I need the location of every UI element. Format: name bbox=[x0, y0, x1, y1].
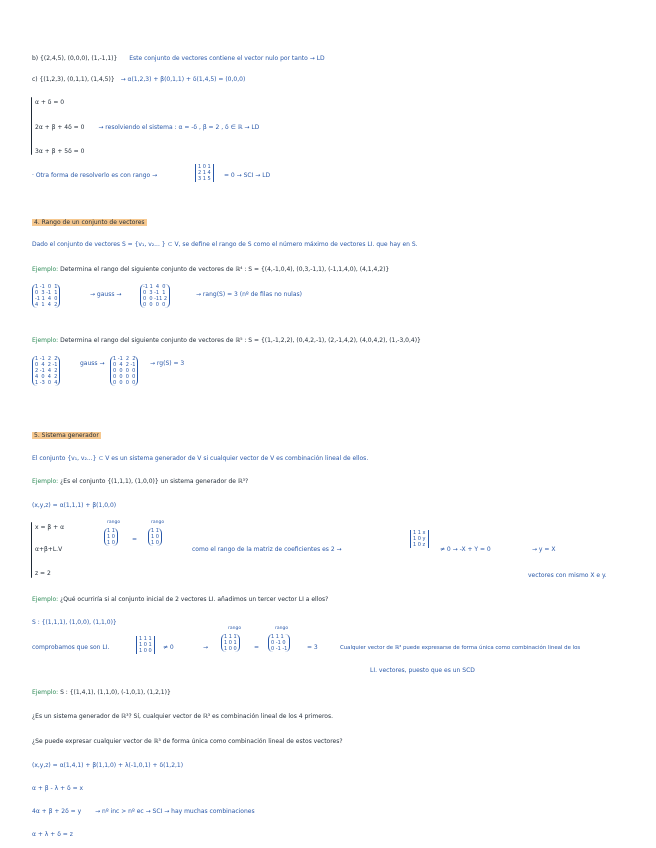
section-5-definition: El conjunto {v₁, v₂...} ⊂ V es un sistema generador de V si cualquier vector de V es combinación lineal de ellos. bbox=[32, 455, 369, 462]
equals-sign-1: = bbox=[132, 536, 138, 543]
example-2 bbox=[32, 337, 421, 345]
como-text: como el rango de la matriz de coeficientes es 2 → bbox=[192, 546, 342, 553]
fraction-result: → y = X bbox=[532, 546, 556, 553]
gauss-arrow-2: gauss → bbox=[80, 360, 105, 367]
comprobamos-text: comprobamos que son LI. bbox=[32, 644, 110, 651]
rank-result-1: → rang(S) = 3 (nº de filas no nulas) bbox=[196, 291, 302, 298]
equation-2 bbox=[32, 808, 255, 816]
example-5-text: S : {(1,4,1), (1,1,0), (-1,0,1), (1,2,1)} bbox=[60, 689, 171, 696]
system-2-eq-2: α+β+L.V bbox=[35, 546, 63, 553]
system-2-eq-3: z = 2 bbox=[35, 570, 51, 577]
equation-2-conclusion: → nº inc > nº ec → SCI → hay muchas combinaciones bbox=[95, 808, 255, 815]
line-b-conclusion: Este conjunto de vectores contiene el vector nulo por tanto → LD bbox=[129, 55, 325, 62]
matrix-2: 1 -1 2 2 0 4 2 -1 2 -1 4 2 4 0 4 2 1 -3 0 4 bbox=[32, 356, 60, 386]
equals-three: = 3 bbox=[307, 644, 318, 651]
determinant-3: 1 1 1 1 0 1 1 0 0 bbox=[136, 636, 155, 654]
otra-forma-result: = 0 → SCI → LD bbox=[224, 172, 271, 179]
example-3-text: ¿Es el conjunto {(1,1,1), (1,0,0)} un sistema generador de ℝ³? bbox=[60, 478, 249, 485]
coef-matrix-reduced: 1 1 1 0 1 0 bbox=[148, 528, 162, 546]
determinant-1: 1 0 1 2 1 4 3 1 5 bbox=[195, 164, 214, 182]
system-2-eq-1: x = β + α bbox=[35, 524, 65, 531]
system-resolution: → resolviendo el sistema : α = -δ , β = 2 , δ ∈ ℝ → LD bbox=[98, 124, 260, 131]
example-1 bbox=[32, 266, 389, 274]
system-eq-3: 3α + β + 5δ = 0 bbox=[35, 148, 85, 155]
system-eq-2 bbox=[35, 124, 259, 132]
system-eq-2-text: 2α + β + 4δ = 0 bbox=[35, 124, 85, 131]
neq-zero: ≠ 0 bbox=[163, 644, 174, 651]
cualquier-text-2: LI. vectores, puesto que es un SCD bbox=[370, 667, 475, 674]
rank-result-2: → rg(S) = 3 bbox=[150, 360, 185, 367]
line-b bbox=[32, 55, 325, 63]
example-2-text: Determina el rango del siguiente conjunto de vectores de ℝ⁵ : S = {(1,-1,2,2), (0,4,2,-1), (2,-1,4,2), (4,0,4,2), (1,-3,0,4)} bbox=[60, 337, 421, 344]
example-4 bbox=[32, 596, 328, 604]
equation-2-text: 4α + β + 2δ = y bbox=[32, 808, 82, 815]
line-b-set: b) {(2,4,5), (0,0,0), (1,-1,1)} bbox=[32, 55, 118, 62]
example-3 bbox=[32, 478, 248, 486]
arrow-3: → bbox=[203, 644, 209, 651]
example-2-label: Ejemplo: bbox=[32, 337, 59, 344]
system-eq-1: α + δ = 0 bbox=[35, 99, 65, 106]
section-4-title bbox=[32, 219, 147, 227]
matrix-2-gauss: 1 -1 2 2 0 4 2 -1 0 0 0 0 0 0 0 0 0 0 0 0 bbox=[110, 356, 138, 386]
equation-3: α + λ + δ = z bbox=[32, 831, 73, 838]
coef-matrix: 1 1 1 0 1 0 bbox=[104, 528, 118, 546]
example-4-text: ¿Qué ocurriría si al conjunto inicial de 2 vectores LI. añadimos un tercer vector LI a ellos? bbox=[60, 596, 329, 603]
example-3-label: Ejemplo: bbox=[32, 478, 59, 485]
line-c-set: c) {(1,2,3), (0,1,1), (1,4,5)} bbox=[32, 76, 115, 83]
rango-label-3: rango bbox=[228, 626, 242, 631]
vectors-same-xy: vectores con mismo X e y. bbox=[528, 572, 607, 579]
system-2-brace bbox=[31, 522, 32, 578]
matrix-1-gauss: -1 1 4 0 0 3 -1 1 0 0 -11 2 0 0 0 0 bbox=[140, 284, 170, 308]
section-5-highlight: 5. Sistema generador bbox=[34, 432, 99, 439]
section-5-title bbox=[32, 432, 101, 440]
system-brace bbox=[31, 97, 32, 155]
matrix-3-reduced: 1 1 1 0 -1 0 0 -1 -1 bbox=[268, 634, 290, 652]
neq-result: ≠ 0 → -X + Y = 0 bbox=[440, 546, 491, 553]
determinant-2: 1 1 x 1 0 y 1 0 z bbox=[410, 530, 429, 548]
example-1-text: Determina el rango del siguiente conjunto de vectores de ℝ⁴ : S = {(4,-1,0,4), (0,3,-1,1), (-1,1,4,0), (4,1,4,2)} bbox=[60, 266, 390, 273]
gauss-arrow-1: → gauss → bbox=[90, 291, 122, 298]
section-4-highlight: 4. Rango de un conjunto de vectores bbox=[34, 219, 145, 226]
question-2: ¿Se puede expresar cualquier vector de ℝ³ de forma única como combinación lineal de estos vectores? bbox=[32, 738, 343, 745]
cualquier-text: Cualquier vector de ℝ³ puede expresarse de forma única como combinación lineal de los bbox=[340, 645, 581, 651]
example-5 bbox=[32, 689, 171, 697]
section-4-definition: Dado el conjunto de vectores S = {v₁, v₂... } ⊂ V, se define el rango de S como el número máximo de vectores LI. que hay en S. bbox=[32, 241, 418, 248]
example-4-label: Ejemplo: bbox=[32, 596, 59, 603]
line-c bbox=[32, 76, 245, 84]
matrix-3: 1 1 1 1 0 1 1 0 0 bbox=[221, 634, 240, 652]
example-4-set: S : {(1,1,1), (1,0,0), (1,1,0)} bbox=[32, 619, 117, 626]
rango-label-4: rango bbox=[275, 626, 289, 631]
xyz-combination: (x,y,z) = α(1,1,1) + β(1,0,0) bbox=[32, 502, 117, 509]
equation-1: α + β - λ + δ = x bbox=[32, 785, 84, 792]
example-5-label: Ejemplo: bbox=[32, 689, 59, 696]
line-c-combination: → α(1,2,3) + β(0,1,1) + δ(1,4,5) = (0,0,0) bbox=[120, 76, 246, 83]
rango-label-1: rango bbox=[107, 520, 121, 525]
otra-forma-text: · Otra forma de resolverlo es con rango → bbox=[32, 172, 158, 179]
matrix-1: 1 -1 0 1 0 3 -1 1 -1 1 4 0 4 1 4 2 bbox=[32, 284, 60, 308]
combination-4: (x,y,z) = α(1,4,1) + β(1,1,0) + λ(-1,0,1) + δ(1,2,1) bbox=[32, 762, 184, 769]
question-1: ¿Es un sistema generador de ℝ³? Sí, cualquier vector de ℝ³ es combinación lineal de los 4 primeros. bbox=[32, 713, 333, 720]
equals-sign-2: = bbox=[254, 644, 260, 651]
rango-label-2: rango bbox=[151, 520, 165, 525]
example-1-label: Ejemplo: bbox=[32, 266, 59, 273]
